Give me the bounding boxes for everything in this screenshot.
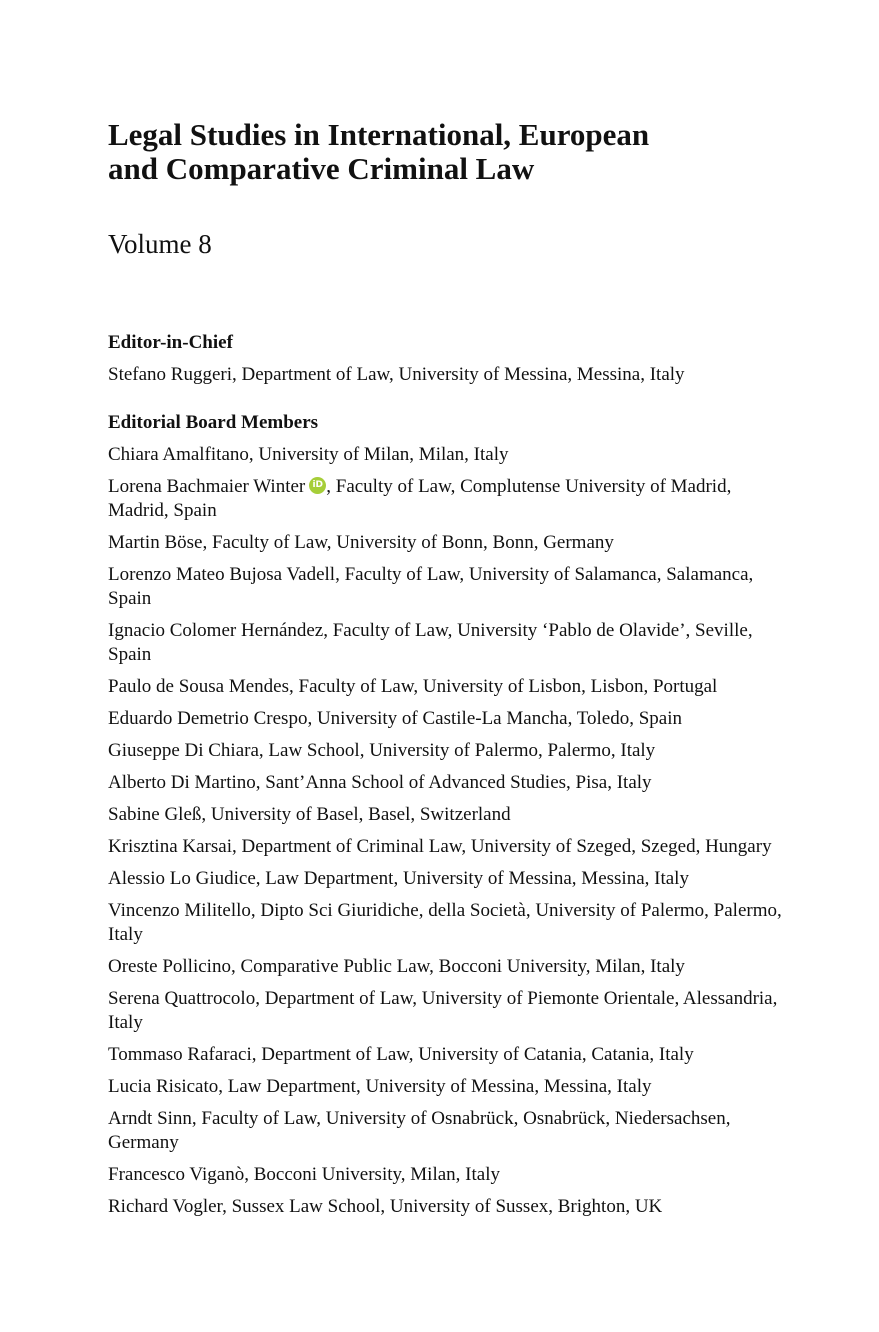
board-member-affiliation: , Faculty of Law, Complutense University of Madrid, Madrid, Spain bbox=[108, 476, 732, 521]
series-title bbox=[108, 118, 788, 186]
board-member: Richard Vogler, Sussex Law School, University of Sussex, Brighton, UK bbox=[108, 1196, 663, 1217]
board-member: Oreste Pollicino, Comparative Public Law, Bocconi University, Milan, Italy bbox=[108, 956, 685, 977]
board-member bbox=[108, 475, 788, 523]
board-member: Alberto Di Martino, Sant’Anna School of Advanced Studies, Pisa, Italy bbox=[108, 772, 652, 793]
board-member: Sabine Gleß, University of Basel, Basel, Switzerland bbox=[108, 804, 511, 825]
board-member: Paulo de Sousa Mendes, Faculty of Law, University of Lisbon, Lisbon, Portugal bbox=[108, 676, 718, 697]
board-member: Serena Quattrocolo, Department of Law, University of Piemonte Orientale, Alessandria, Italy bbox=[108, 988, 778, 1033]
board-member: Ignacio Colomer Hernández, Faculty of Law, University ‘Pablo de Olavide’, Seville, Spain bbox=[108, 620, 753, 665]
board-member: Arndt Sinn, Faculty of Law, University of Osnabrück, Osnabrück, Niedersachsen, Germany bbox=[108, 1108, 731, 1153]
board-member: Tommaso Rafaraci, Department of Law, University of Catania, Catania, Italy bbox=[108, 1044, 694, 1065]
editor-in-chief-entry: Stefano Ruggeri, Department of Law, University of Messina, Messina, Italy bbox=[108, 364, 685, 385]
board-member: Eduardo Demetrio Crespo, University of Castile-La Mancha, Toledo, Spain bbox=[108, 708, 682, 729]
orcid-icon[interactable] bbox=[309, 477, 326, 494]
series-title-line-2: and Comparative Criminal Law bbox=[108, 151, 535, 186]
board-member: Alessio Lo Giudice, Law Department, University of Messina, Messina, Italy bbox=[108, 868, 689, 889]
board-member: Vincenzo Militello, Dipto Sci Giuridiche, della Società, University of Palermo, Palermo, Italy bbox=[108, 900, 782, 945]
editorial-board-list bbox=[108, 443, 788, 1227]
board-member: Chiara Amalfitano, University of Milan, Milan, Italy bbox=[108, 444, 509, 465]
board-member: Giuseppe Di Chiara, Law School, University of Palermo, Palermo, Italy bbox=[108, 740, 656, 761]
board-member: Lorenzo Mateo Bujosa Vadell, Faculty of Law, University of Salamanca, Salamanca, Spain bbox=[108, 564, 754, 609]
board-member: Lucia Risicato, Law Department, University of Messina, Messina, Italy bbox=[108, 1076, 652, 1097]
board-member: Krisztina Karsai, Department of Criminal Law, University of Szeged, Szeged, Hungary bbox=[108, 836, 772, 857]
board-member: Francesco Viganò, Bocconi University, Milan, Italy bbox=[108, 1164, 500, 1185]
editorial-board-heading: Editorial Board Members bbox=[108, 412, 319, 433]
editor-in-chief-heading: Editor-in-Chief bbox=[108, 332, 233, 353]
board-member-name: Lorena Bachmaier Winter bbox=[108, 476, 306, 497]
series-title-line-1: Legal Studies in International, European bbox=[108, 117, 650, 152]
volume-number: Volume 8 bbox=[108, 229, 212, 259]
board-member: Martin Böse, Faculty of Law, University of Bonn, Bonn, Germany bbox=[108, 532, 614, 553]
